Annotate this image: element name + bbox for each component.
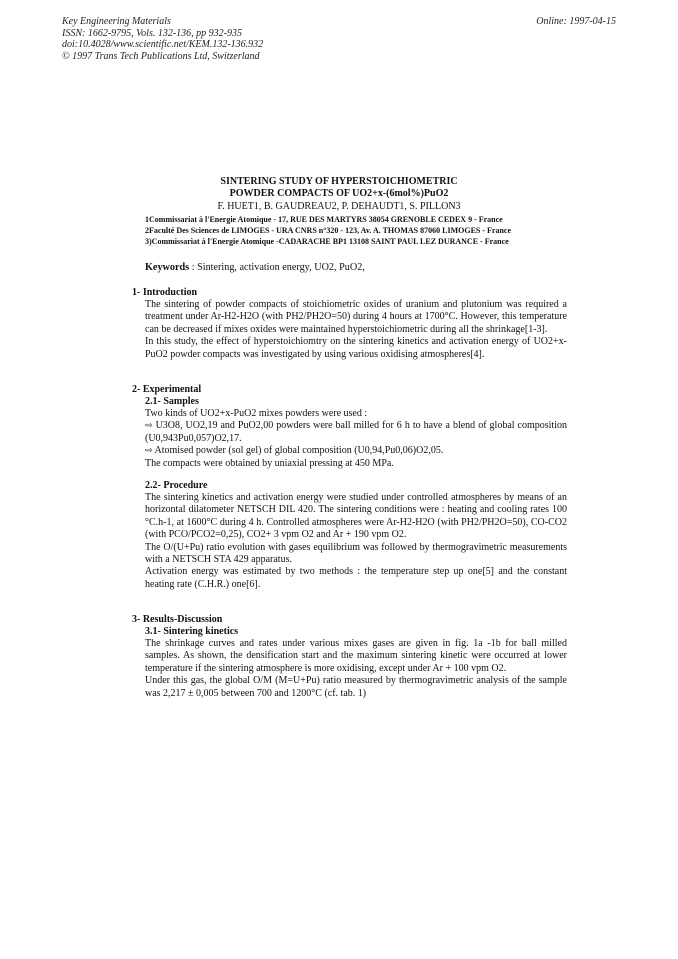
arrow-right-icon: ⇨: [145, 421, 153, 432]
author-list: F. HUET1, B. GAUDREAU2, P. DEHAUDT1, S. PILLON3: [217, 201, 461, 212]
keywords-text: : Sintering, activation energy, UO2, PuO2,: [191, 262, 365, 273]
samples-item-1: [145, 420, 567, 445]
page-header: [62, 16, 616, 62]
affiliation-1: 1Commissariat à l'Energie Atomique - 17, RUE DES MARTYRS 38054 GRENOBLE CEDEX 9 - France: [145, 215, 503, 224]
online-date: Online: 1997-04-15: [536, 16, 616, 27]
sintering-kinetics-paragraph-1: The shrinkage curves and rates under various mixes gases are given in fig. 1a -1b for ball milled samples. As shown, the densification start and the maximum sintering kinetic were occurred at lower temperature if the sintering atmosphere is more oxidising, except under Ar + 100 vpm O2.: [145, 638, 567, 674]
procedure-paragraph-2: The O/(U+Pu) ratio evolution with gases equilibrium was followed by thermogravimetric measurements with a NETSCH STA 429 apparatus.: [145, 541, 567, 566]
samples-item-2: [145, 445, 567, 457]
procedure-paragraph-3: Activation energy was estimated by two methods : the temperature step up one[5] and the constant heating rate (C.H.R.) one[6].: [145, 566, 567, 590]
introduction-body: [145, 299, 567, 361]
title-line-1: SINTERING STUDY OF HYPERSTOICHIOMETRIC: [220, 176, 458, 187]
samples-closing: The compacts were obtained by uniaxial pressing at 450 MPa.: [145, 457, 394, 469]
sintering-kinetics-body: [145, 638, 567, 700]
paper-title: [0, 176, 678, 200]
subsection-heading-samples: 2.1- Samples: [145, 396, 199, 407]
samples-item-2-text: Atomised powder (sol gel) of global composition (U0,94,Pu0,06)O2,05.: [154, 445, 444, 457]
journal-name: Key Engineering Materials: [62, 16, 171, 27]
subsection-heading-procedure: 2.2- Procedure: [145, 480, 208, 491]
copyright-line: © 1997 Trans Tech Publications Ltd, Switzerland: [62, 50, 260, 62]
procedure-paragraph-1: The sintering kinetics and activation energy were studied under controlled atmospheres by means of an horizontal dilatometer NETSCH DIL 420. The sintering conditions were : heating and cooling rates 100 °C.h-1, at 1600°C during 4 h. Controlled atmospheres were Ar-H2-H2O (with PH2/PH2O=50), CO-CO2 (with PCO/PCO2=0,25), CO2+ 3 vpm O2 and Ar + 190 vpm O2.: [145, 492, 567, 541]
section-heading-results: 3- Results-Discussion: [132, 614, 223, 625]
title-line-2: POWDER COMPACTS OF UO2+x-(6mol%)PuO2: [229, 188, 449, 199]
section-heading-experimental: 2- Experimental: [132, 384, 202, 395]
arrow-right-icon: ⇨: [145, 446, 153, 457]
keywords-line: [145, 262, 365, 274]
issn-line: ISSN: 1662-9795, Vols. 132-136, pp 932-935: [62, 27, 242, 39]
samples-item-1-text: U3O8, UO2,19 and PuO2,00 powders were ball milled for 6 h to have a blend of global composition (U0,943Pu0,057)O2,17.: [145, 420, 567, 444]
procedure-body: [145, 492, 567, 591]
samples-body: [145, 408, 567, 470]
introduction-paragraph-1: The sintering of powder compacts of stoichiometric oxides of uranium and plutonium was required a treatment under Ar-H2-H2O (with PH2/PH2O=50) during 4 hours at 1700°C. However, this temperature can be decreased if mixes oxides were maintained hyperstoichiometric during all the shrinkage[1-3].: [145, 299, 567, 335]
samples-intro: Two kinds of UO2+x-PuO2 mixes powders were used :: [145, 408, 368, 419]
section-heading-introduction: 1- Introduction: [132, 287, 198, 298]
subsection-heading-sintering-kinetics: 3.1- Sintering kinetics: [145, 626, 239, 637]
doi-line: doi:10.4028/www.scientific.net/KEM.132-136.932: [62, 39, 264, 50]
keywords-label: Keywords: [145, 262, 190, 273]
sintering-kinetics-paragraph-2: Under this gas, the global O/M (M=U+Pu) ratio measured by thermogravimetric analysis of the sample was 2,217 ± 0,005 between 700 and 1200°C (cf. tab. 1): [145, 675, 567, 699]
affiliation-2: 2Faculté Des Sciences de LIMOGES - URA CNRS n°320 - 123, Av. A. THOMAS 87060 LIMOGES - France: [145, 226, 512, 235]
introduction-paragraph-2: In this study, the effect of hyperstoichiomtry on the sintering kinetics and activation energy of UO2+x-PuO2 powder compacts was investigated by using various oxidising atmospheres[4].: [145, 336, 567, 360]
affiliation-3: 3)Commissariat à l'Energie Atomique -CADARACHE BP1 13108 SAINT PAUL LEZ DURANCE - France: [145, 237, 509, 246]
